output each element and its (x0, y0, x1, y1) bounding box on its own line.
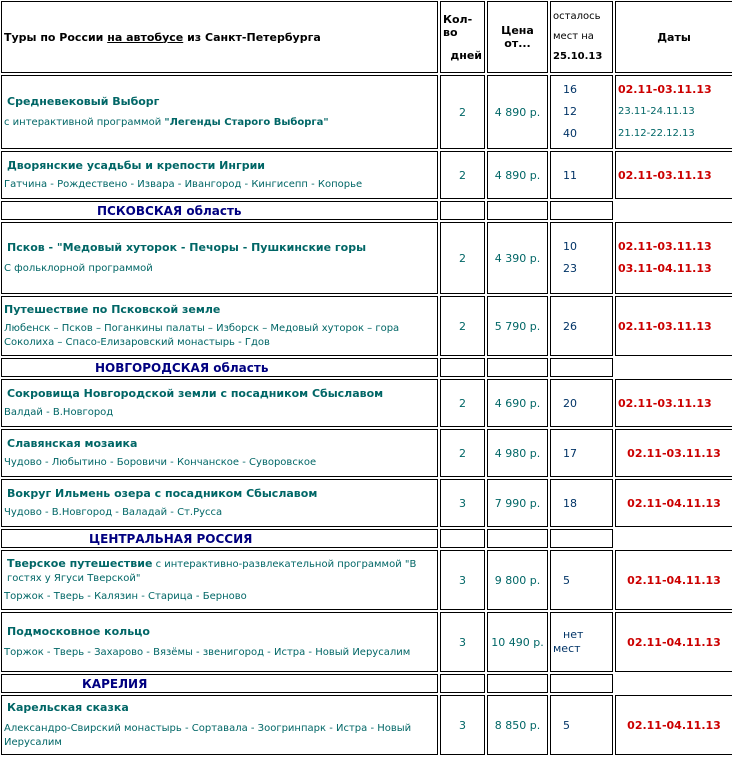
tour-row (1, 479, 732, 527)
empty-cell (487, 358, 548, 377)
header-days (440, 1, 485, 73)
price-label-2: от... (504, 37, 531, 50)
seats-value: нет (563, 628, 584, 641)
seats-label-2: мест на (553, 31, 594, 42)
empty-cell (615, 358, 732, 377)
empty-cell (487, 201, 548, 220)
header-row (1, 1, 732, 73)
tour-dates: 02.11-03.11.13 (615, 151, 732, 199)
tour-row (1, 296, 732, 356)
tour-route: Торжок - Тверь - Захарово - Вязёмы - звенигород - Истра - Новый Иерусалим (4, 646, 411, 658)
header-seats (550, 1, 613, 73)
empty-cell (440, 358, 485, 377)
tour-program: с интерактивно-развлекательной программой "В гостях у Ягуси Тверской" (7, 558, 417, 584)
tour-price: 4 390 р. (487, 222, 548, 294)
tour-dates (615, 75, 732, 149)
tour-price: 4 690 р. (487, 379, 548, 427)
tour-price: 4 890 р. (487, 151, 548, 199)
tour-info (1, 695, 438, 755)
tour-info (1, 379, 438, 427)
title-post: из Санкт-Петербурга (183, 30, 321, 44)
empty-cell (550, 674, 613, 693)
tour-name[interactable]: Сокровища Новгородской земли с посадником Сбыславом (7, 386, 384, 400)
tour-name[interactable]: Дворянские усадьбы и крепости Ингрии (7, 158, 266, 172)
tour-seats: 5 (550, 550, 613, 610)
tour-price: 5 790 р. (487, 296, 548, 356)
tour-row (1, 75, 732, 149)
tour-dates: 02.11-04.11.13 (615, 695, 732, 755)
tour-name[interactable]: Вокруг Ильмень озера с посадником Сбыславом (7, 486, 318, 500)
empty-cell (550, 201, 613, 220)
empty-cell (487, 529, 548, 548)
date-value: 23.11-24.11.13 (618, 106, 695, 117)
tour-seats (550, 612, 613, 672)
title-pre: Туры по России (4, 30, 108, 44)
seats-label-date: 25.10.13 (553, 51, 603, 62)
tour-row (1, 550, 732, 610)
tour-seats (550, 75, 613, 149)
tour-name[interactable]: Псков - "Медовый хуторок - Печоры - Пушкинские горы (7, 240, 367, 254)
empty-cell (615, 674, 732, 693)
title-link[interactable]: на автобусе (107, 30, 184, 44)
tour-days: 2 (440, 429, 485, 477)
tour-dates: 02.11-04.11.13 (615, 550, 732, 610)
tour-days: 3 (440, 612, 485, 672)
tour-price: 9 800 р. (487, 550, 548, 610)
tour-price: 4 980 р. (487, 429, 548, 477)
tour-route: Валдай - В.Новгород (4, 406, 114, 418)
seats-value: 40 (563, 127, 577, 140)
days-label-1: Кол-во (443, 12, 473, 39)
region-row (1, 529, 732, 548)
tour-seats: 5 (550, 695, 613, 755)
tour-name[interactable]: Путешествие по Псковской земле (4, 302, 221, 316)
tour-name[interactable]: Карельская сказка (7, 700, 129, 714)
tour-route: Любенск – Псков – Поганкины палаты – Изборск – Медовый хуторок – гора Соколиха – Спасо-Елизаровский монастырь - Гдов (4, 322, 400, 348)
tour-row (1, 429, 732, 477)
tour-dates (615, 222, 732, 294)
tour-route: Александро-Свирский монастырь - Сортавала - Зоогринпарк - Истра - Новый Иерусалим (4, 722, 412, 748)
tour-route: Гатчина - Рождествено - Извара - Ивангород - Кингисепп - Копорье (4, 178, 363, 190)
tour-row (1, 222, 732, 294)
region-heading: НОВГОРОДСКАЯ область (1, 358, 438, 377)
date-value: 21.12-22.12.13 (618, 128, 695, 139)
empty-cell (550, 358, 613, 377)
tour-name[interactable]: Средневековый Выборг (7, 94, 160, 108)
region-row (1, 201, 732, 220)
tour-days: 3 (440, 695, 485, 755)
tour-seats (550, 222, 613, 294)
tour-price: 4 890 р. (487, 75, 548, 149)
days-label-2: дней (450, 48, 482, 62)
tour-row (1, 612, 732, 672)
region-heading: КАРЕЛИЯ (1, 674, 438, 693)
tour-row (1, 695, 732, 755)
date-value: 03.11-04.11.13 (618, 262, 712, 275)
tour-days: 2 (440, 296, 485, 356)
region-heading: ПСКОВСКАЯ область (1, 201, 438, 220)
empty-cell (440, 674, 485, 693)
tour-info (1, 296, 438, 356)
tour-info (1, 151, 438, 199)
tour-price: 8 850 р. (487, 695, 548, 755)
tour-seats: 20 (550, 379, 613, 427)
tour-days: 3 (440, 479, 485, 527)
tour-route: с интерактивной программой (4, 116, 165, 128)
tour-route: Торжок - Тверь - Калязин - Старица - Берново (4, 590, 247, 602)
tour-days: 3 (440, 550, 485, 610)
tour-info (1, 612, 438, 672)
seats-value: 12 (563, 105, 577, 118)
header-dates: Даты (615, 1, 732, 73)
tour-program: "Легенды Старого Выборга" (164, 116, 329, 128)
tour-price: 10 490 р. (487, 612, 548, 672)
tour-dates: 02.11-03.11.13 (615, 429, 732, 477)
tour-info (1, 75, 438, 149)
tour-route: С фольклорной программой (4, 262, 153, 274)
tour-dates: 02.11-03.11.13 (615, 379, 732, 427)
empty-cell (440, 201, 485, 220)
seats-value: 23 (563, 262, 577, 275)
tour-seats: 18 (550, 479, 613, 527)
region-row (1, 358, 732, 377)
tour-dates: 02.11-04.11.13 (615, 479, 732, 527)
tour-info (1, 429, 438, 477)
date-value: 02.11-03.11.13 (618, 240, 712, 253)
tour-name[interactable]: Подмосковное кольцо (7, 624, 150, 638)
tour-dates: 02.11-04.11.13 (615, 612, 732, 672)
tour-name[interactable]: Тверское путешествие (7, 556, 153, 570)
tour-info (1, 222, 438, 294)
tour-days: 2 (440, 151, 485, 199)
tour-days: 2 (440, 222, 485, 294)
tour-seats: 17 (550, 429, 613, 477)
header-title (1, 1, 438, 73)
price-label-1: Цена (501, 24, 534, 37)
seats-value: 10 (563, 240, 577, 253)
tour-days: 2 (440, 75, 485, 149)
tour-info (1, 479, 438, 527)
seats-value: мест (553, 642, 581, 655)
tour-name[interactable]: Славянская мозаика (7, 436, 138, 450)
tour-route: Чудово - Любытино - Боровичи - Кончанское - Суворовское (4, 456, 317, 468)
seats-value: 16 (563, 83, 577, 96)
empty-cell (440, 529, 485, 548)
header-price (487, 1, 548, 73)
empty-cell (487, 674, 548, 693)
region-row (1, 674, 732, 693)
tour-seats: 26 (550, 296, 613, 356)
tour-price: 7 990 р. (487, 479, 548, 527)
region-heading: ЦЕНТРАЛЬНАЯ РОССИЯ (1, 529, 438, 548)
seats-label-1: осталось (553, 11, 601, 22)
empty-cell (615, 201, 732, 220)
tour-dates: 02.11-03.11.13 (615, 296, 732, 356)
tour-info (1, 550, 438, 610)
tour-route: Чудово - В.Новгород - Валадай - Ст.Русса (4, 506, 223, 518)
empty-cell (615, 529, 732, 548)
tour-row (1, 151, 732, 199)
tour-row (1, 379, 732, 427)
tour-seats: 11 (550, 151, 613, 199)
empty-cell (550, 529, 613, 548)
date-value: 02.11-03.11.13 (618, 83, 712, 96)
tour-days: 2 (440, 379, 485, 427)
